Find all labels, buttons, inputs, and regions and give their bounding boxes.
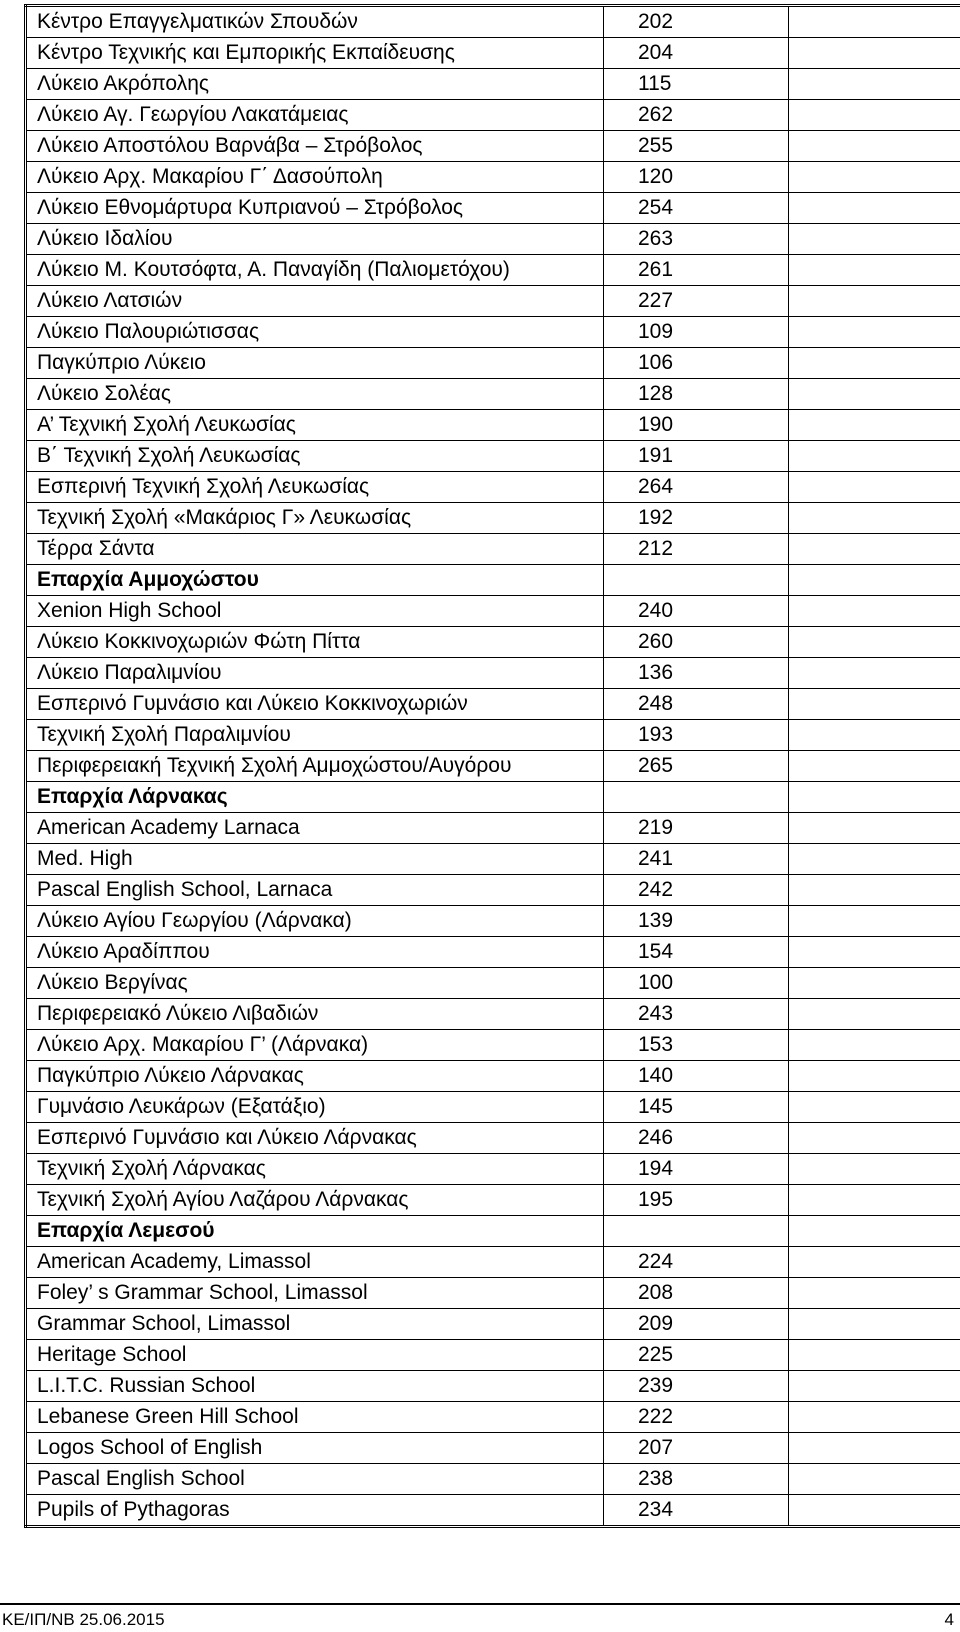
empty-cell — [789, 906, 960, 937]
table-row — [26, 100, 960, 131]
school-name-cell: Pupils of Pythagoras — [26, 1495, 604, 1527]
table-row — [26, 875, 960, 906]
school-code-cell: 115 — [604, 69, 789, 100]
school-code-cell: 140 — [604, 1061, 789, 1092]
footer-divider — [0, 1603, 960, 1605]
school-name-cell: Pascal English School — [26, 1464, 604, 1495]
empty-cell — [789, 1340, 960, 1371]
table-row — [26, 1340, 960, 1371]
table-row — [26, 1402, 960, 1433]
empty-cell — [789, 1309, 960, 1340]
empty-cell — [789, 1092, 960, 1123]
table-row — [26, 720, 960, 751]
empty-cell — [789, 534, 960, 565]
table-row — [26, 1433, 960, 1464]
table-row — [26, 906, 960, 937]
table-row — [26, 410, 960, 441]
table-row — [26, 534, 960, 565]
school-name-cell: Λύκειο Αγ. Γεωργίου Λακατάμειας — [26, 100, 604, 131]
school-code-cell: 240 — [604, 596, 789, 627]
school-code-cell: 243 — [604, 999, 789, 1030]
empty-cell — [789, 596, 960, 627]
school-name-cell: Περιφερειακό Λύκειο Λιβαδιών — [26, 999, 604, 1030]
table-row — [26, 689, 960, 720]
table-row — [26, 627, 960, 658]
school-code-cell: 225 — [604, 1340, 789, 1371]
school-code-cell: 208 — [604, 1278, 789, 1309]
school-code-cell: 136 — [604, 658, 789, 689]
school-name-cell: Περιφερειακή Τεχνική Σχολή Αμμοχώστου/Αυγόρου — [26, 751, 604, 782]
table-row — [26, 131, 960, 162]
school-code-cell: 139 — [604, 906, 789, 937]
empty-cell — [789, 689, 960, 720]
school-code-cell: 222 — [604, 1402, 789, 1433]
empty-cell — [789, 317, 960, 348]
school-code-cell — [604, 565, 789, 596]
empty-cell — [789, 565, 960, 596]
page-number: 4 — [944, 1610, 954, 1629]
table-row — [26, 1123, 960, 1154]
table-row — [26, 937, 960, 968]
school-code-cell: 248 — [604, 689, 789, 720]
empty-cell — [789, 1464, 960, 1495]
section-header-row — [26, 565, 960, 596]
school-code-cell: 262 — [604, 100, 789, 131]
district-heading: Επαρχία Λεμεσού — [26, 1216, 604, 1247]
school-code-cell — [604, 1216, 789, 1247]
table-row — [26, 1185, 960, 1216]
table-row — [26, 1371, 960, 1402]
school-code-cell: 260 — [604, 627, 789, 658]
school-name-cell: L.I.T.C. Russian School — [26, 1371, 604, 1402]
table-row — [26, 1092, 960, 1123]
school-code-cell: 204 — [604, 38, 789, 69]
school-name-cell: Τεχνική Σχολή Λάρνακας — [26, 1154, 604, 1185]
table-row — [26, 1278, 960, 1309]
table-row — [26, 503, 960, 534]
school-name-cell: Λύκειο Ακρόπολης — [26, 69, 604, 100]
school-code-cell: 242 — [604, 875, 789, 906]
school-name-cell: Λύκειο Κοκκινοχωριών Φώτη Πίττα — [26, 627, 604, 658]
school-code-cell: 120 — [604, 162, 789, 193]
table-row — [26, 658, 960, 689]
empty-cell — [789, 1495, 960, 1527]
school-name-cell: Εσπερινή Τεχνική Σχολή Λευκωσίας — [26, 472, 604, 503]
empty-cell — [789, 38, 960, 69]
empty-cell — [789, 1433, 960, 1464]
school-code-cell: 219 — [604, 813, 789, 844]
school-name-cell: Foley’ s Grammar School, Limassol — [26, 1278, 604, 1309]
district-heading: Επαρχία Αμμοχώστου — [26, 565, 604, 596]
school-name-cell: Pascal English School, Larnaca — [26, 875, 604, 906]
table-row — [26, 1247, 960, 1278]
empty-cell — [789, 1154, 960, 1185]
empty-cell — [789, 1247, 960, 1278]
table-row — [26, 472, 960, 503]
table-row — [26, 317, 960, 348]
empty-cell — [789, 782, 960, 813]
school-name-cell: Λύκειο Αρχ. Μακαρίου Γ’ (Λάρνακα) — [26, 1030, 604, 1061]
empty-cell — [789, 224, 960, 255]
school-name-cell: Κέντρο Τεχνικής και Εμπορικής Εκπαίδευσης — [26, 38, 604, 69]
school-name-cell: Εσπερινό Γυμνάσιο και Λύκειο Κοκκινοχωριών — [26, 689, 604, 720]
table-row — [26, 6, 960, 38]
school-name-cell: Λύκειο Λατσιών — [26, 286, 604, 317]
school-name-cell: Λύκειο Αραδίππου — [26, 937, 604, 968]
school-name-cell: American Academy, Limassol — [26, 1247, 604, 1278]
school-code-cell: 109 — [604, 317, 789, 348]
table-row — [26, 596, 960, 627]
school-name-cell: Λύκειο Ιδαλίου — [26, 224, 604, 255]
school-code-cell: 191 — [604, 441, 789, 472]
school-code-cell: 209 — [604, 1309, 789, 1340]
school-code-cell: 239 — [604, 1371, 789, 1402]
school-name-cell: Τέρρα Σάντα — [26, 534, 604, 565]
school-name-cell: Λύκειο Αγίου Γεωργίου (Λάρνακα) — [26, 906, 604, 937]
empty-cell — [789, 813, 960, 844]
school-name-cell: Λύκειο Αποστόλου Βαρνάβα – Στρόβολος — [26, 131, 604, 162]
empty-cell — [789, 348, 960, 379]
school-code-cell: 193 — [604, 720, 789, 751]
table-row — [26, 1061, 960, 1092]
school-name-cell: American Academy Larnaca — [26, 813, 604, 844]
empty-cell — [789, 162, 960, 193]
school-code-cell: 195 — [604, 1185, 789, 1216]
empty-cell — [789, 658, 960, 689]
empty-cell — [789, 627, 960, 658]
empty-cell — [789, 999, 960, 1030]
table-row — [26, 193, 960, 224]
schools-table-body — [26, 6, 960, 1527]
school-code-cell — [604, 782, 789, 813]
school-name-cell: Παγκύπριο Λύκειο — [26, 348, 604, 379]
school-name-cell: Λύκειο Σολέας — [26, 379, 604, 410]
table-row — [26, 38, 960, 69]
school-code-cell: 128 — [604, 379, 789, 410]
school-code-cell: 154 — [604, 937, 789, 968]
school-name-cell: Λύκειο Μ. Κουτσόφτα, Α. Παναγίδη (Παλιομετόχου) — [26, 255, 604, 286]
school-name-cell: Κέντρο Επαγγελματικών Σπουδών — [26, 6, 604, 38]
school-code-cell: 255 — [604, 131, 789, 162]
school-name-cell: Παγκύπριο Λύκειο Λάρνακας — [26, 1061, 604, 1092]
empty-cell — [789, 1123, 960, 1154]
empty-cell — [789, 1278, 960, 1309]
school-code-cell: 234 — [604, 1495, 789, 1527]
school-name-cell: Med. High — [26, 844, 604, 875]
school-code-cell: 227 — [604, 286, 789, 317]
table-row — [26, 1030, 960, 1061]
table-row — [26, 69, 960, 100]
school-name-cell: Εσπερινό Γυμνάσιο και Λύκειο Λάρνακας — [26, 1123, 604, 1154]
schools-table — [24, 4, 960, 1528]
table-row — [26, 968, 960, 999]
section-header-row — [26, 782, 960, 813]
empty-cell — [789, 1030, 960, 1061]
school-code-cell: 246 — [604, 1123, 789, 1154]
table-row — [26, 1309, 960, 1340]
empty-cell — [789, 131, 960, 162]
table-row — [26, 844, 960, 875]
school-code-cell: 190 — [604, 410, 789, 441]
empty-cell — [789, 6, 960, 38]
empty-cell — [789, 286, 960, 317]
school-name-cell: Λύκειο Αρχ. Μακαρίου Γ΄ Δασούπολη — [26, 162, 604, 193]
school-code-cell: 238 — [604, 1464, 789, 1495]
empty-cell — [789, 1402, 960, 1433]
school-code-cell: 106 — [604, 348, 789, 379]
empty-cell — [789, 720, 960, 751]
school-name-cell: Α’ Τεχνική Σχολή Λευκωσίας — [26, 410, 604, 441]
school-name-cell: Τεχνική Σχολή Παραλιμνίου — [26, 720, 604, 751]
empty-cell — [789, 751, 960, 782]
school-name-cell: Λύκειο Βεργίνας — [26, 968, 604, 999]
school-name-cell: Grammar School, Limassol — [26, 1309, 604, 1340]
school-name-cell: Heritage School — [26, 1340, 604, 1371]
school-code-cell: 261 — [604, 255, 789, 286]
table-row — [26, 751, 960, 782]
empty-cell — [789, 968, 960, 999]
school-name-cell: Xenion High School — [26, 596, 604, 627]
school-name-cell: Γυμνάσιο Λευκάρων (Εξατάξιο) — [26, 1092, 604, 1123]
table-row — [26, 813, 960, 844]
school-code-cell: 153 — [604, 1030, 789, 1061]
empty-cell — [789, 472, 960, 503]
empty-cell — [789, 844, 960, 875]
school-code-cell: 207 — [604, 1433, 789, 1464]
empty-cell — [789, 1061, 960, 1092]
table-row — [26, 286, 960, 317]
school-code-cell: 263 — [604, 224, 789, 255]
school-code-cell: 254 — [604, 193, 789, 224]
table-row — [26, 348, 960, 379]
empty-cell — [789, 379, 960, 410]
school-name-cell: Λύκειο Παραλιμνίου — [26, 658, 604, 689]
empty-cell — [789, 1185, 960, 1216]
footer-reference: ΚΕ/ΙΠ/ΝΒ 25.06.2015 — [2, 1610, 165, 1629]
school-name-cell: Lebanese Green Hill School — [26, 1402, 604, 1433]
table-row — [26, 999, 960, 1030]
empty-cell — [789, 503, 960, 534]
empty-cell — [789, 875, 960, 906]
school-name-cell: Λύκειο Εθνομάρτυρα Κυπριανού – Στρόβολος — [26, 193, 604, 224]
empty-cell — [789, 1371, 960, 1402]
school-code-cell: 224 — [604, 1247, 789, 1278]
empty-cell — [789, 69, 960, 100]
table-row — [26, 1495, 960, 1527]
school-name-cell: Τεχνική Σχολή Αγίου Λαζάρου Λάρνακας — [26, 1185, 604, 1216]
school-code-cell: 212 — [604, 534, 789, 565]
school-name-cell: Logos School of English — [26, 1433, 604, 1464]
table-row — [26, 255, 960, 286]
empty-cell — [789, 193, 960, 224]
school-code-cell: 194 — [604, 1154, 789, 1185]
table-row — [26, 224, 960, 255]
table-row — [26, 1464, 960, 1495]
school-code-cell: 192 — [604, 503, 789, 534]
empty-cell — [789, 937, 960, 968]
table-row — [26, 162, 960, 193]
school-name-cell: Λύκειο Παλουριώτισσας — [26, 317, 604, 348]
section-header-row — [26, 1216, 960, 1247]
empty-cell — [789, 255, 960, 286]
district-heading: Επαρχία Λάρνακας — [26, 782, 604, 813]
school-code-cell: 100 — [604, 968, 789, 999]
empty-cell — [789, 441, 960, 472]
school-name-cell: Β΄ Τεχνική Σχολή Λευκωσίας — [26, 441, 604, 472]
table-row — [26, 441, 960, 472]
school-code-cell: 145 — [604, 1092, 789, 1123]
school-code-cell: 202 — [604, 6, 789, 38]
school-name-cell: Τεχνική Σχολή «Μακάριος Γ» Λευκωσίας — [26, 503, 604, 534]
school-code-cell: 264 — [604, 472, 789, 503]
table-row — [26, 1154, 960, 1185]
table-row — [26, 379, 960, 410]
school-code-cell: 265 — [604, 751, 789, 782]
empty-cell — [789, 410, 960, 441]
empty-cell — [789, 100, 960, 131]
school-code-cell: 241 — [604, 844, 789, 875]
empty-cell — [789, 1216, 960, 1247]
